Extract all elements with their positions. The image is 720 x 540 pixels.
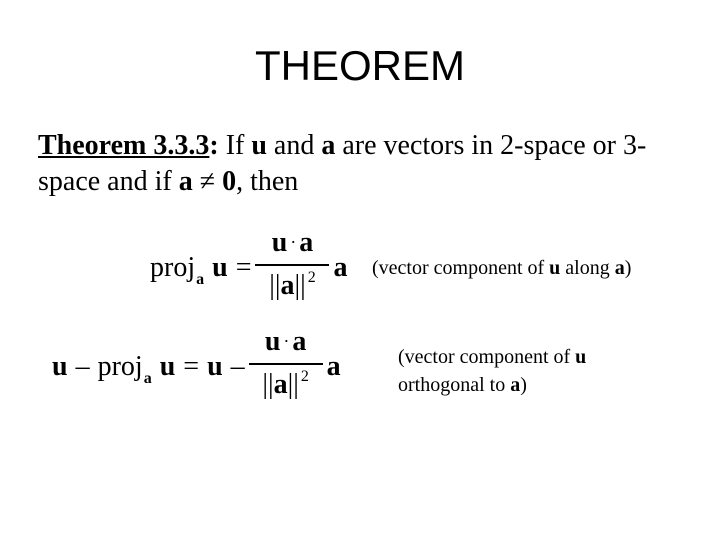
not-equal-symbol: ≠ (192, 166, 223, 197)
vector-a: a (326, 350, 341, 382)
note-line: (vector component of u (398, 346, 587, 368)
equals-sign: = (183, 350, 200, 382)
fraction-denominator: ||a|| $^2$ (269, 268, 316, 301)
fraction-denominator: ||a|| $^2$ (262, 367, 309, 400)
vector-a: a (321, 130, 336, 161)
fraction-numerator: u · a (264, 326, 307, 357)
proj-subscript: a (196, 270, 205, 288)
fraction (249, 327, 323, 407)
vector-u: u (207, 350, 223, 382)
vector-a: a (178, 166, 193, 197)
formula2-note (398, 343, 586, 399)
vector-a: a (333, 251, 348, 283)
page-title: THEOREM (255, 42, 465, 89)
theorem-label: Theorem 3.3.3 (38, 130, 210, 161)
projection-formula (150, 228, 347, 308)
zero-vector: 0 (222, 166, 237, 197)
theorem-statement (38, 128, 698, 200)
theorem-text: and (266, 130, 322, 161)
theorem-text: are vectors in 2-space or 3-space and if (38, 130, 647, 197)
theorem-text: , then (236, 166, 299, 197)
minus-sign: – (75, 350, 90, 382)
fraction (255, 228, 329, 308)
formula1-note: (vector component of u along a) (372, 257, 632, 279)
vector-u: u (212, 251, 228, 283)
vector-u: u (251, 130, 267, 161)
fraction-numerator: u · a (271, 227, 314, 258)
vector-u: u (159, 350, 176, 382)
proj-subscript: a (143, 369, 152, 387)
proj-operator: proj (150, 251, 196, 283)
theorem-colon: : (209, 130, 219, 161)
note-line: orthogonal to a) (398, 374, 527, 396)
orthogonal-component-formula (52, 327, 341, 407)
vector-u: u (52, 350, 68, 382)
minus-sign: – (230, 350, 245, 382)
proj-operator: proj (97, 350, 143, 382)
theorem-text: If (218, 130, 252, 161)
equals-sign: = (235, 251, 252, 283)
